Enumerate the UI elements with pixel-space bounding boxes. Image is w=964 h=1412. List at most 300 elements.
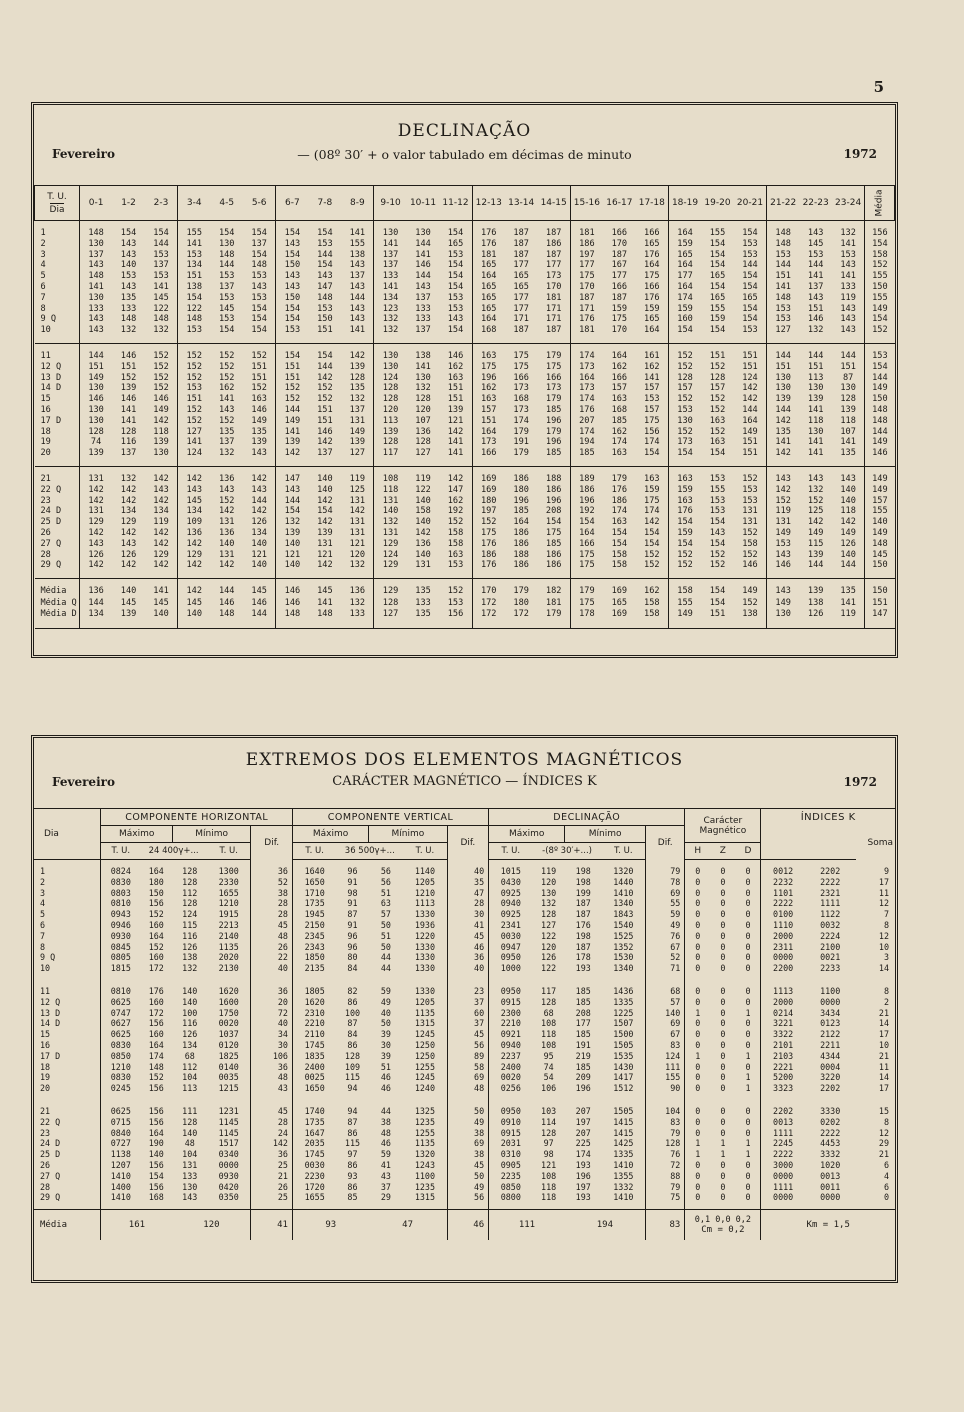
hour-value: 148 xyxy=(317,292,333,303)
media-value: 140 xyxy=(865,517,895,528)
k-second: 2222 xyxy=(820,1127,841,1138)
v-min-val: 51 xyxy=(380,1061,391,1072)
hour-value: 131 xyxy=(79,474,112,485)
d-min-val: 197 xyxy=(575,1181,591,1192)
k-soma: 15 xyxy=(878,1105,889,1116)
hour-header: 16-17 xyxy=(603,186,636,221)
v-min-tu: 1325 xyxy=(414,1105,435,1116)
day-label: 20 xyxy=(40,448,51,459)
k-soma: 7 xyxy=(883,909,889,920)
media-label: Média xyxy=(34,1210,101,1241)
header-dia: Dia xyxy=(49,204,65,215)
day-row xyxy=(35,517,895,528)
hour-value: 176 xyxy=(472,228,505,239)
v-dif: 47 xyxy=(447,888,489,899)
hour-value: 179 xyxy=(570,586,603,598)
hour-value: 173 xyxy=(472,437,505,448)
v-dif: 38 xyxy=(447,1128,489,1139)
h-min-val: 112 xyxy=(182,887,198,898)
day-label: 2 xyxy=(40,238,46,249)
day-label: 18 xyxy=(40,426,51,437)
v-max-tu: 1655 xyxy=(292,1192,336,1203)
hour-value: 141 xyxy=(415,249,431,260)
k-second: 4344 xyxy=(820,1050,841,1061)
k-second: 0011 xyxy=(820,1181,841,1192)
km-value: Km = 1,5 xyxy=(761,1210,895,1241)
d-min-val: 198 xyxy=(575,930,591,941)
hour-value: 128 xyxy=(79,427,112,438)
k-first: 2222 xyxy=(761,898,805,909)
hour-value: 126 xyxy=(840,538,856,549)
hour-value: 157 xyxy=(644,383,660,394)
hour-value: 153 xyxy=(251,292,267,303)
hour-value: 185 xyxy=(513,506,529,517)
hour-value: 118 xyxy=(153,426,169,437)
d-min-val: 198 xyxy=(575,866,591,876)
v-min-tu: 1243 xyxy=(414,1159,435,1170)
v-max-val: 115 xyxy=(344,1072,361,1083)
hour-value: 157 xyxy=(611,383,628,394)
extremos-day-row xyxy=(34,888,895,899)
d-max-val: 119 xyxy=(541,866,557,876)
hour-value: 139 xyxy=(807,394,824,405)
extremos-subtitle: CARÁCTER MAGNÉTICO — ÍNDICES K xyxy=(332,774,597,789)
hour-value: 177 xyxy=(611,271,628,282)
hour-header: 2-3 xyxy=(145,186,178,221)
hour-value: 143 xyxy=(276,485,309,496)
k-soma: 2 xyxy=(883,996,889,1007)
h-char: 0 xyxy=(685,942,710,953)
v-dif: 35 xyxy=(447,877,489,888)
hour-value: 122 xyxy=(415,484,431,495)
hour-value: 132 xyxy=(807,325,824,336)
extremos-day-row xyxy=(34,920,895,931)
caracter-media xyxy=(685,1210,761,1241)
hour-value: 144 xyxy=(153,238,169,249)
hour-value: 152 xyxy=(218,495,235,506)
hour-value: 143 xyxy=(807,473,824,484)
day-label: 22 Q xyxy=(40,484,62,495)
hour-value: 131 xyxy=(218,517,235,528)
hour-value: 144 xyxy=(807,350,824,361)
v-max-tu: 2135 xyxy=(292,963,336,974)
hour-value: 171 xyxy=(570,304,603,315)
hour-value: 196 xyxy=(472,373,505,384)
hour-value: 176 xyxy=(472,560,505,571)
hour-value: 131 xyxy=(415,560,431,571)
h-dif: 26 xyxy=(251,1182,293,1193)
h-min-tu: 1750 xyxy=(218,1007,239,1018)
hour-value: 154 xyxy=(570,517,603,528)
d-min-val: 207 xyxy=(575,1127,591,1138)
media-value: 153 xyxy=(865,351,895,362)
hour-value: 187 xyxy=(513,249,529,260)
hour-value: 163 xyxy=(447,372,464,383)
extremos-day-row xyxy=(34,1128,895,1139)
hour-value: 138 xyxy=(415,350,431,361)
h-min-val: 126 xyxy=(182,941,198,952)
hour-value: 141 xyxy=(840,238,856,249)
hour-value: 130 xyxy=(374,228,407,239)
hour-value: 126 xyxy=(120,549,137,560)
d-max-val: 132 xyxy=(541,898,557,909)
hour-value: 179 xyxy=(545,394,562,405)
v-dif: 56 xyxy=(447,1040,489,1051)
hour-value: 141 xyxy=(218,394,235,405)
h-min-val: 140 xyxy=(182,996,198,1007)
hour-header: 23-24 xyxy=(832,186,865,221)
hour-value: 143 xyxy=(349,303,366,314)
extremos-day-row xyxy=(34,1138,895,1149)
d-min-tu: 1340 xyxy=(613,898,634,909)
d-min-val: 174 xyxy=(575,1149,591,1160)
hour-value: 148 xyxy=(767,239,800,250)
hour-value: 152 xyxy=(668,560,701,571)
hour-value: 152 xyxy=(807,495,824,506)
day-label: 3 xyxy=(40,887,46,898)
hour-value: 175 xyxy=(644,271,660,282)
v-dif: 50 xyxy=(447,1106,489,1117)
hour-value: 143 xyxy=(840,303,856,314)
k-soma: 21 xyxy=(878,1007,889,1018)
hour-value: 142 xyxy=(178,539,211,550)
h-dif: 36 xyxy=(251,986,293,997)
k-second: 0032 xyxy=(820,919,841,930)
v-max-val: 86 xyxy=(347,996,358,1007)
h-char: 1 xyxy=(685,1149,710,1160)
h-min-tu: 1135 xyxy=(218,941,239,952)
hour-value: 174 xyxy=(644,437,660,448)
k-first: 1113 xyxy=(761,986,805,997)
hour-value: 151 xyxy=(120,361,137,372)
h-char: 0 xyxy=(685,1117,710,1128)
d-max-tu: 0915 xyxy=(489,997,533,1008)
day-label: 13 D xyxy=(40,372,62,383)
hour-value: 186 xyxy=(545,549,562,560)
k-second: 2122 xyxy=(820,1029,841,1040)
extremos-day-row xyxy=(34,877,895,888)
k-soma: 6 xyxy=(883,1181,889,1192)
hour-value: 176 xyxy=(472,539,505,550)
d-max-val: 122 xyxy=(541,930,557,941)
h-char: 0 xyxy=(685,888,710,899)
d-max-val: 103 xyxy=(541,1105,557,1116)
media-value: 154 xyxy=(865,314,895,325)
hour-value: 153 xyxy=(447,292,464,303)
hour-value: 133 xyxy=(120,303,137,314)
hour-value: 149 xyxy=(807,527,824,538)
hour-value: 186 xyxy=(513,473,529,484)
hour-header: 18-19 xyxy=(668,186,701,221)
k-soma: 9 xyxy=(883,866,889,876)
hour-value: 151 xyxy=(447,394,464,405)
k-first: 0012 xyxy=(761,866,805,877)
caracter-media-values: 0,1 0,0 0,2 xyxy=(694,1214,752,1225)
hour-value: 142 xyxy=(767,416,800,427)
d-dif: 79 xyxy=(646,1182,685,1193)
hour-value: 132 xyxy=(120,473,137,484)
page-number: 5 xyxy=(873,78,884,96)
d-max-val: 128 xyxy=(541,909,557,920)
hour-value: 135 xyxy=(767,427,800,438)
hour-value: 157 xyxy=(644,404,660,415)
hour-value: 139 xyxy=(153,437,169,448)
hour-value: 144 xyxy=(276,405,309,416)
hour-value: 130 xyxy=(374,351,407,362)
hour-value: 197 xyxy=(570,250,603,261)
day-row xyxy=(35,416,895,427)
hour-value: 118 xyxy=(840,506,856,517)
hour-value: 165 xyxy=(709,271,726,282)
hour-value: 155 xyxy=(709,228,726,238)
k-first: 2103 xyxy=(761,1051,805,1062)
h-max-tu: 1410 xyxy=(101,1192,140,1203)
hour-value: 154 xyxy=(251,314,267,325)
v-min-val: 59 xyxy=(380,985,391,996)
hour-value: 143 xyxy=(767,550,800,561)
hour-value: 131 xyxy=(79,506,112,517)
v-max-val: 109 xyxy=(344,1061,361,1072)
d-max-tu: 0950 xyxy=(489,952,533,963)
hour-value: 151 xyxy=(742,361,758,372)
h-max-val: 160 xyxy=(148,996,164,1007)
header-media-label: Média xyxy=(874,189,885,217)
h-max-tu: 1815 xyxy=(101,963,140,974)
h-max-val: 160 xyxy=(148,919,164,930)
hour-value: 146 xyxy=(742,560,758,571)
h-min-tu: 1145 xyxy=(218,1127,239,1138)
hour-value: 154 xyxy=(447,271,464,282)
hour-value: 169 xyxy=(472,474,505,485)
h-char: 0 xyxy=(685,997,710,1008)
v-max-tu: 2035 xyxy=(292,1138,336,1149)
declinacao-year: 1972 xyxy=(843,147,877,161)
hour-value: 151 xyxy=(276,373,309,384)
k-first: 0000 xyxy=(761,1171,805,1182)
h-min-tu: 0340 xyxy=(218,1149,239,1160)
hour-value: 187 xyxy=(545,325,562,336)
hour-value: 165 xyxy=(513,271,529,282)
v-min-tu: 1205 xyxy=(414,876,435,887)
v-min-val: 56 xyxy=(380,866,391,876)
hour-value: 143 xyxy=(349,260,366,271)
hour-value: 124 xyxy=(374,550,407,561)
v-min-val: 29 xyxy=(380,1192,391,1203)
hour-value: 151 xyxy=(317,404,333,415)
hour-value: 159 xyxy=(644,484,660,495)
hour-value: 145 xyxy=(807,238,824,249)
d-max-tu: 1015 xyxy=(489,866,533,877)
d-char: 0 xyxy=(745,1170,751,1181)
hour-value: 153 xyxy=(276,325,309,336)
hour-value: 149 xyxy=(767,598,800,610)
h-char: 0 xyxy=(685,920,710,931)
hour-value: 154 xyxy=(709,325,726,336)
d-dif: 83 xyxy=(646,1040,685,1051)
hour-value: 143 xyxy=(276,239,309,250)
hour-value: 152 xyxy=(276,383,309,394)
day-label: 27 Q xyxy=(40,1170,61,1181)
day-label: 11 xyxy=(40,985,51,996)
d-min-val: 193 xyxy=(575,963,591,974)
v-max-val: 87 xyxy=(347,1018,358,1029)
hour-value: 143 xyxy=(79,260,112,271)
hour-value: 157 xyxy=(709,383,726,394)
h-dif: 72 xyxy=(251,1008,293,1019)
hour-value: 140 xyxy=(415,495,431,506)
extremos-day-row xyxy=(34,1062,895,1073)
hour-value: 127 xyxy=(415,448,431,459)
v-min-tu: 1100 xyxy=(414,1170,435,1181)
h-max-tu: 0625 xyxy=(101,997,140,1008)
k-first: 0214 xyxy=(761,1008,805,1019)
hour-value: 176 xyxy=(570,405,603,416)
extremos-day-row xyxy=(34,1117,895,1128)
hour-value: 141 xyxy=(447,437,464,448)
day-row xyxy=(35,383,895,394)
h-dif: 52 xyxy=(251,877,293,888)
hour-value: 152 xyxy=(767,496,800,507)
hour-value: 186 xyxy=(513,527,529,538)
hour-value: 151 xyxy=(767,271,800,282)
d-min-tu: 1540 xyxy=(613,919,634,930)
hour-value: 119 xyxy=(767,506,800,517)
hour-value: 140 xyxy=(276,560,309,571)
hour-value: 132 xyxy=(218,448,235,459)
k-second: 2222 xyxy=(820,876,841,887)
hour-header: 4-5 xyxy=(210,186,243,221)
hour-value: 185 xyxy=(545,404,562,415)
v-max-val: 86 xyxy=(347,1127,358,1138)
hour-value: 154 xyxy=(742,303,758,314)
day-label: 28 xyxy=(40,1181,51,1192)
h-max-tu: 0830 xyxy=(101,1072,140,1083)
hour-value: 152 xyxy=(742,473,758,484)
hour-value: 171 xyxy=(545,314,562,325)
hour-value: 113 xyxy=(374,416,407,427)
hour-value: 146 xyxy=(415,260,431,271)
hour-value: 136 xyxy=(415,538,431,549)
h-max-val: 180 xyxy=(148,876,164,887)
media-row xyxy=(35,586,895,598)
h-min-tu: 1915 xyxy=(218,909,239,920)
k-soma: 10 xyxy=(878,1039,889,1050)
hour-value: 139 xyxy=(79,448,112,459)
hour-value: 169 xyxy=(472,485,505,496)
v-max-val: 87 xyxy=(347,1116,358,1127)
hour-value: 208 xyxy=(545,506,562,517)
day-label: 2 xyxy=(40,876,46,887)
v-max-val: 85 xyxy=(347,1192,358,1203)
v-dif: 49 xyxy=(447,1117,489,1128)
hour-header: 20-21 xyxy=(734,186,767,221)
hour-value: 154 xyxy=(276,314,309,325)
extremos-month: Fevereiro xyxy=(52,775,115,789)
hour-value: 173 xyxy=(513,404,529,415)
hour-value: 187 xyxy=(611,292,628,303)
hour-value: 141 xyxy=(415,361,431,372)
extremos-day-row xyxy=(34,931,895,942)
hour-value: 151 xyxy=(79,362,112,373)
z-char: 0 xyxy=(720,876,726,887)
h-dif: 30 xyxy=(251,1040,293,1051)
v-max-val: 86 xyxy=(347,1159,358,1170)
v-min-val: 46 xyxy=(380,1138,391,1149)
h-dif: 28 xyxy=(251,1117,293,1128)
k-soma: 21 xyxy=(878,1149,889,1160)
hour-value: 194 xyxy=(570,437,603,448)
hour-value: 164 xyxy=(668,228,701,239)
h-char: 1 xyxy=(685,1051,710,1062)
day-label: 5 xyxy=(40,909,46,920)
hour-value: 166 xyxy=(611,228,628,238)
v-min-val: 38 xyxy=(380,1116,391,1127)
v-max-tu: 1735 xyxy=(292,898,336,909)
z-char: 0 xyxy=(720,963,726,974)
v-min-val: 50 xyxy=(380,941,391,952)
hour-value: 141 xyxy=(840,597,856,608)
d-min-val: 176 xyxy=(575,919,591,930)
hour-value: 143 xyxy=(349,314,366,325)
hour-value: 165 xyxy=(668,250,701,261)
k-first: 0000 xyxy=(761,1192,805,1203)
v-dif: 37 xyxy=(447,997,489,1008)
z-char: 0 xyxy=(720,930,726,941)
hour-value: 176 xyxy=(644,292,660,303)
hour-value: 140 xyxy=(120,260,137,271)
v-dif: 23 xyxy=(447,986,489,997)
hour-value: 152 xyxy=(178,405,211,416)
hour-value: 172 xyxy=(513,609,529,620)
d-dif: 71 xyxy=(646,963,685,974)
h-min-val: 115 xyxy=(182,919,198,930)
v-min-val: 50 xyxy=(380,919,391,930)
d-min-val: 185 xyxy=(575,1029,591,1040)
hour-value: 155 xyxy=(668,598,701,610)
d-min-val: 219 xyxy=(575,1050,591,1061)
d-char: 0 xyxy=(745,1029,751,1040)
d-max-tu: 1000 xyxy=(489,963,533,974)
z-char: 0 xyxy=(720,941,726,952)
day-label: 26 xyxy=(40,1159,51,1170)
v-max-tu: 1710 xyxy=(292,888,336,899)
hour-value: 155 xyxy=(178,228,211,239)
hour-value: 143 xyxy=(840,325,856,336)
hour-value: 175 xyxy=(570,550,603,561)
d-min-val: 185 xyxy=(575,996,591,1007)
k-first: 2221 xyxy=(761,1062,805,1073)
k-first: 0013 xyxy=(761,1117,805,1128)
hour-value: 121 xyxy=(317,549,333,560)
hour-value: 143 xyxy=(415,281,431,292)
v-min-tu: 1135 xyxy=(414,1138,435,1149)
day-row xyxy=(35,293,895,304)
hour-value: 117 xyxy=(374,448,407,459)
extremos-title: EXTREMOS DOS ELEMENTOS MAGNÉTICOS xyxy=(245,750,684,770)
hour-value: 164 xyxy=(472,271,505,282)
d-min-val: 178 xyxy=(575,952,591,963)
hour-value: 148 xyxy=(178,314,211,325)
hour-header: 7-8 xyxy=(309,186,342,221)
hour-value: 177 xyxy=(513,292,529,303)
hour-value: 137 xyxy=(415,325,431,336)
d-min-val: 197 xyxy=(575,1116,591,1127)
d-max-tu: 0915 xyxy=(489,1128,533,1139)
day-label: 13 D xyxy=(40,1007,61,1018)
z-char: 0 xyxy=(720,952,726,963)
hour-value: 142 xyxy=(153,527,169,538)
hour-value: 152 xyxy=(668,550,701,561)
